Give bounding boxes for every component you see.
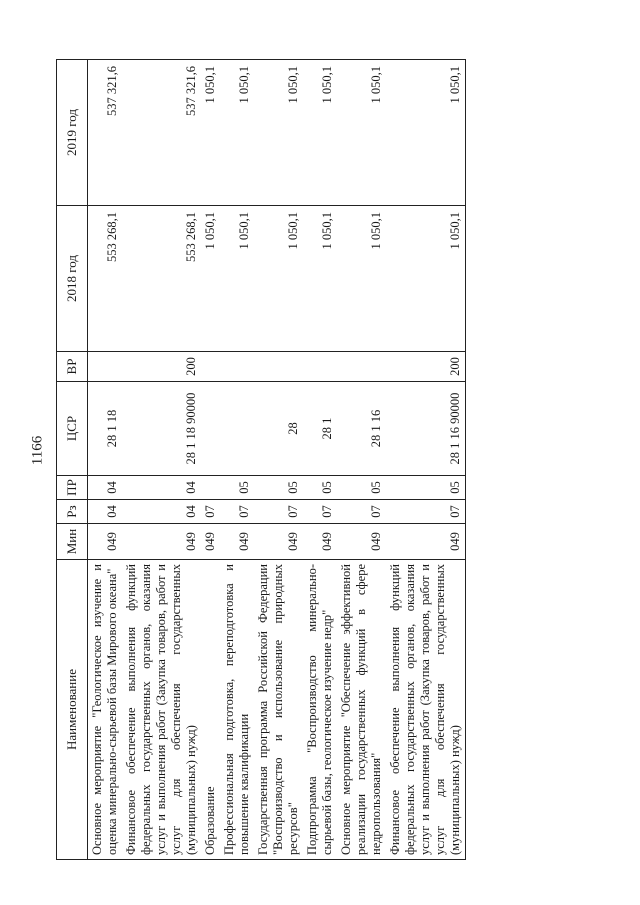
- row-2019: 1 050,1: [201, 60, 220, 206]
- row-2019: 537 321,6: [122, 60, 201, 206]
- row-name: Государственная программа Российской Федерации "Воспроизводство и использование природных ресурсов": [254, 560, 303, 860]
- rotated-page: [56, 60, 602, 860]
- row-vr: [254, 352, 303, 382]
- row-min: 049: [303, 524, 337, 560]
- row-rz: 04: [122, 500, 201, 524]
- header-min: Мин: [57, 524, 88, 560]
- row-rz: 07: [303, 500, 337, 524]
- row-2018: 1 050,1: [303, 206, 337, 352]
- table-row: [122, 60, 201, 860]
- row-min: 049: [254, 524, 303, 560]
- row-name: Подпрограмма "Воспроизводство минерально-сырьевой базы, геологическое изучение недр": [303, 560, 337, 860]
- row-vr: [220, 352, 254, 382]
- table-row: [337, 60, 386, 860]
- table-row: [201, 60, 220, 860]
- row-name: Финансовое обеспечение выполнения функций федеральных государственных органов, оказания услуг и выполнения работ (Закупка товаров, работ и услуг для обеспечения государственных (муниципальных) нужд): [122, 560, 201, 860]
- row-rz: 07: [201, 500, 220, 524]
- row-pr: 05: [220, 476, 254, 500]
- row-vr: [88, 352, 123, 382]
- row-csr: 28 1 16: [337, 382, 386, 476]
- row-rz: 04: [88, 500, 123, 524]
- header-rz: Рз: [57, 500, 88, 524]
- budget-table: [56, 59, 466, 860]
- page-number: 1166: [29, 435, 46, 466]
- row-vr: 200: [386, 352, 466, 382]
- table-row: [88, 60, 123, 860]
- row-2019: 1 050,1: [337, 60, 386, 206]
- row-rz: 07: [220, 500, 254, 524]
- row-pr: 05: [254, 476, 303, 500]
- row-csr: [220, 382, 254, 476]
- row-min: 049: [88, 524, 123, 560]
- row-name: Основное мероприятие "Обеспечение эффективной реализации государственных функций в сфере недропользования": [337, 560, 386, 860]
- row-min: 049: [386, 524, 466, 560]
- row-rz: 07: [386, 500, 466, 524]
- row-2019: 1 050,1: [386, 60, 466, 206]
- row-name: Профессиональная подготовка, переподготовка и повышение квалификации: [220, 560, 254, 860]
- row-pr: 04: [122, 476, 201, 500]
- header-vr: ВР: [57, 352, 88, 382]
- row-name: Финансовое обеспечение выполнения функций федеральных государственных органов, оказания услуг и выполнения работ (Закупка товаров, работ и услуг для обеспечения государственных (муниципальных) нужд): [386, 560, 466, 860]
- row-pr: 05: [303, 476, 337, 500]
- row-vr: [201, 352, 220, 382]
- header-pr: ПР: [57, 476, 88, 500]
- row-name: Основное мероприятие "Геологическое изучение и оценка минерально-сырьевой базы Мирового океана": [88, 560, 123, 860]
- row-2018: 1 050,1: [254, 206, 303, 352]
- row-vr: [303, 352, 337, 382]
- row-vr: 200: [122, 352, 201, 382]
- row-pr: 04: [88, 476, 123, 500]
- row-csr: 28 1 18 90000: [122, 382, 201, 476]
- header-row: [57, 60, 88, 860]
- row-2019: 1 050,1: [220, 60, 254, 206]
- row-2019: 1 050,1: [303, 60, 337, 206]
- header-name: Наименование: [57, 560, 88, 860]
- row-2019: 1 050,1: [254, 60, 303, 206]
- row-name: Образование: [201, 560, 220, 860]
- row-min: 049: [122, 524, 201, 560]
- row-csr: 28 1 18: [88, 382, 123, 476]
- table-row: [386, 60, 466, 860]
- row-rz: 07: [254, 500, 303, 524]
- row-2019: 537 321,6: [88, 60, 123, 206]
- row-min: 049: [220, 524, 254, 560]
- row-2018: 1 050,1: [386, 206, 466, 352]
- row-csr: 28 1 16 90000: [386, 382, 466, 476]
- row-min: 049: [337, 524, 386, 560]
- row-2018: 553 268,1: [122, 206, 201, 352]
- table-row: [220, 60, 254, 860]
- row-csr: 28 1: [303, 382, 337, 476]
- table-row: [303, 60, 337, 860]
- row-2018: 1 050,1: [201, 206, 220, 352]
- header-csr: ЦСР: [57, 382, 88, 476]
- header-2019: 2019 год: [57, 60, 88, 206]
- row-2018: 1 050,1: [220, 206, 254, 352]
- row-vr: [337, 352, 386, 382]
- table-row: [254, 60, 303, 860]
- row-pr: 05: [337, 476, 386, 500]
- row-min: 049: [201, 524, 220, 560]
- row-2018: 1 050,1: [337, 206, 386, 352]
- row-pr: [201, 476, 220, 500]
- row-csr: [201, 382, 220, 476]
- row-rz: 07: [337, 500, 386, 524]
- row-pr: 05: [386, 476, 466, 500]
- header-2018: 2018 год: [57, 206, 88, 352]
- row-csr: 28: [254, 382, 303, 476]
- row-2018: 553 268,1: [88, 206, 123, 352]
